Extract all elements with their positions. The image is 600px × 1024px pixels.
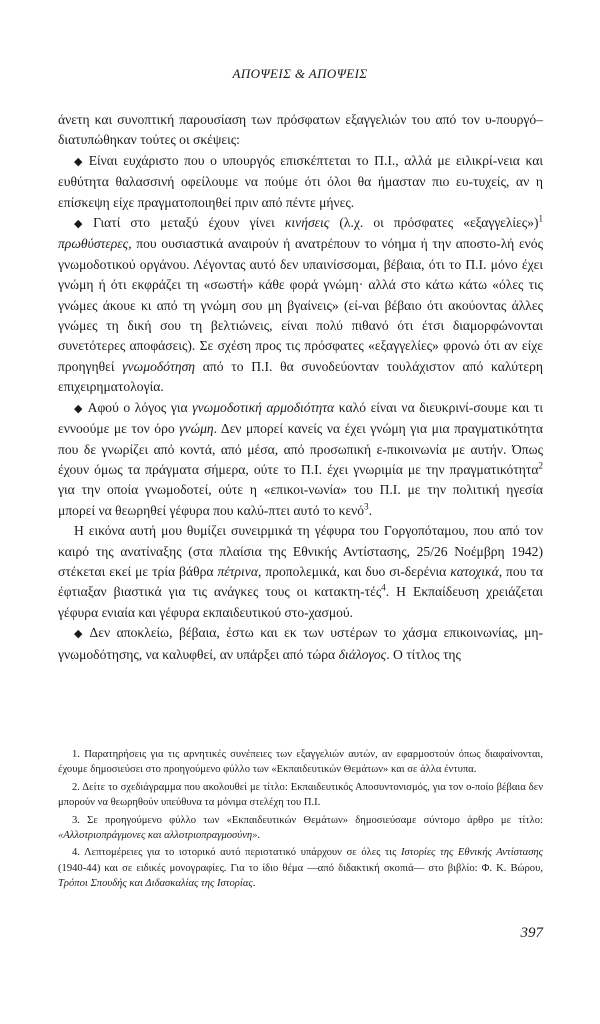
paragraph-1: άνετη και συνοπτική παρουσίαση των πρόσφατων εξαγγελιών του από τον υ-πουργό– διατυπώθηκαν τούτες οι σκέψεις: [58, 112, 543, 148]
diamond-bullet-icon: ◆ [74, 628, 86, 641]
footnote-2: 2. Δείτε το σχεδιάγραμμα που ακολουθεί με τίτλο: Εκπαιδευτικός Αποσυντονισμός, για τον ο-ποίο βέβαια δεν μπορούν να θεωρηθούν υπεύθυνα τα μόνιμα στελέχη του Π.Ι. [58, 781, 543, 809]
body-text [58, 110, 543, 665]
footnote-ref-4: 4 [381, 582, 386, 593]
footnote-ref-1: 1 [538, 213, 543, 224]
paragraph-6: ◆ Δεν αποκλείω, βέβαια, έστω και εκ των υστέρων το χάσμα επικοινωνίας, μη-γνωμοδότησης, να καλυφθεί, αν υπάρξει από τώρα διάλογος. Ο τίτλος της [58, 625, 543, 662]
diamond-bullet-icon: ◆ [74, 218, 90, 231]
footnote-ref-3: 3 [364, 501, 369, 512]
paragraph-3: ◆ Γιατί στο μεταξύ έχουν γίνει κινήσεις (λ.χ. οι πρόσφατες «εξαγγελίες»)$^1$ πρωθύστερες, που ουσιαστικά αναιρούν ή ανατρέπουν το νόημα ή την αποστο-λή ενός γνωμοδοτικού οργάνου. Λέγοντας αυτό δεν υπαινίσσομαι, βέβαια, ότι το Π.Ι. μόνο έχει γνώμη ή ότι εκφράζει τη «σωστή» κάθε φορά γνώμη· αλλά στο κάτω κάτω «όλες τις γνώμες άκουε κι από τη γνώμη σου μη βγαίνεις» (εί-ναι βέβαιο ότι ακούοντας άλλες γνώμες τη δική σου τη βελτιώνεις, είναι πολύ πιθανό ότι έτσι διαμορφώνονται συνετότερες αποφάσεις). Σε σχέση προς τις πρόσφατες «εξαγγελίες» φρονώ ότι αν είχε προηγηθεί γνωμοδότηση από το Π.Ι. θα συνοδεύονταν τουλάχιστον από καλύτερη επιχειρηματολογία. [58, 213, 543, 395]
running-head: ΑΠΟΨΕΙΣ & ΑΠΟΨΕΙΣ [232, 66, 368, 81]
footnote-1: 1. Παρατηρήσεις για τις αρνητικές συνέπειες των εξαγγελιών αυτών, αν εφαρμοστούν όπως διαφαίνονται, έχουμε δημοσιεύσει στο προηγούμενο φύλλο των «Εκπαιδευτικών Θεμάτων» και σε άλλα έντυπα. [58, 749, 543, 776]
diamond-bullet-icon: ◆ [74, 402, 84, 415]
footnotes [58, 747, 543, 894]
footnote-3: 3. Σε προηγούμενο φύλλο των «Εκπαιδευτικών Θεμάτων» δημοσιεύσαμε σύντομο άρθρο με τίτλο: «Αλλοτριοπράγμονες και αλλοτριοπραγμοσύνη». [58, 814, 543, 842]
footnote-ref-2: 2 [538, 460, 543, 471]
page-number: 397 [520, 925, 543, 941]
diamond-bullet-icon: ◆ [74, 155, 85, 168]
paragraph-2: ◆ Είναι ευχάριστο που ο υπουργός επισκέπτεται το Π.Ι., αλλά με ειλικρί-νεια και ευθύτητα θαλασσινή οφείλουμε να πούμε ότι όλοι θα ήμασταν πιο ευ-τυχείς, αν η επίσκεψη είχε πραγματοποιηθεί πριν από πέντε μήνες. [58, 152, 543, 210]
footnote-4: 4. Λεπτομέρειες για το ιστορικό αυτό περιστατικό υπάρχουν σε όλες τις Ιστορίες της Εθνικής Αντίστασης (1940-44) και σε ειδικές μονογραφίες. Για το ίδιο θέμα —από διδακτική σκοπιά— στο βιβλίο: Φ. Κ. Βώρου, Τρόποι Σπουδής και Διδασκαλίας της Ιστορίας. [58, 847, 543, 890]
paragraph-5: Η εικόνα αυτή μου θυμίζει συνειρμικά τη γέφυρα του Γοργοπόταμου, που από τον καιρό της ανατίναξης (στα πλαίσια της Εθνικής Αντίστασης, 25/26 Νοέμβρη 1942) στέκεται εκεί με τρία βάθρα πέτρινα, προπολεμικά, και δυο σι-δερένια κατοχικά, που τα έφτιαξαν βιαστικά για τις ανάγκες τους οι κατακτη-τές$^4$. Η Εκπαίδευση χρειάζεται γέφυρα ενιαία και γέφυρα εκπαιδευτικού στο-χασμού. [58, 523, 543, 620]
paragraph-4: ◆ Αφού ο λόγος για γνωμοδοτική αρμοδιότητα καλό είναι να διευκρινί-σουμε και τι εννοούμε με τον όρο γνώμη. Δεν μπορεί κανείς να έχει γνώμη για μια πραγματικότητα που δε γνωρίζει από κοντά, από μέσα, από προσωπική ε-πικοινωνία με αυτήν. Όπως έχουν όμως τα πράγματα σήμερα, ούτε το Π.Ι. έχει γνωριμία με την πραγματικότητα$^2$ για την οποία γνωμοδοτεί, ούτε η «επικοι-νωνία» του Π.Ι. με την πολιτική ηγεσία μπορεί να θεωρηθεί γέφυρα που καλύ-πτει αυτό το κενό$^3$. [58, 399, 543, 518]
